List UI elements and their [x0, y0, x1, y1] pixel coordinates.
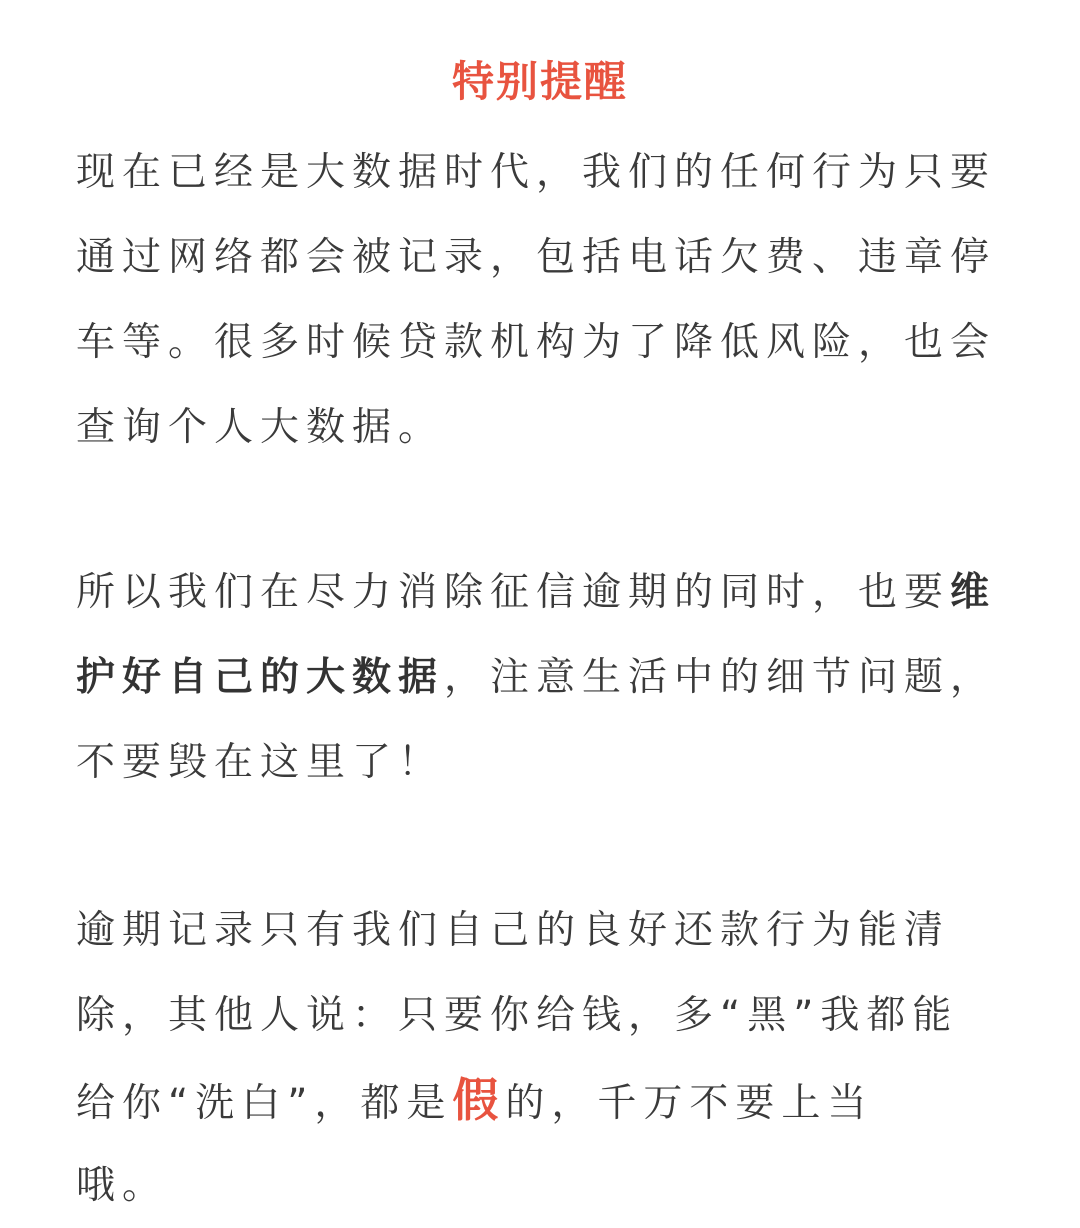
text-line: 车等。很多时候贷款机构为了降低风险，也会: [76, 320, 997, 365]
paragraph-big-data-era: [76, 130, 1004, 470]
text-line: 逾期记录只有我们自己的良好还款行为能清: [76, 908, 951, 953]
text-segment: 所以我们在尽力消除征信逾期的同时，也要: [76, 570, 951, 615]
text-segment: ，注意生活中的细节问题，: [444, 655, 997, 700]
text-line: 不要毁在这里了！: [76, 740, 445, 785]
paragraph-protect-data: [76, 550, 1004, 805]
text-line: [76, 635, 1004, 720]
text-line: 除，其他人说：只要你给钱，多“黑”我都能: [76, 993, 959, 1038]
text-line: 现在已经是大数据时代，我们的任何行为只要: [76, 150, 997, 195]
text-line: 查询个人大数据。: [76, 405, 445, 450]
text-segment: 给你“洗白”，都是: [76, 1081, 453, 1126]
bold-emphasis: 维: [950, 570, 997, 615]
red-emphasis: 假: [452, 1073, 506, 1127]
bold-emphasis: 护好自己的大数据: [76, 655, 445, 700]
paragraph-overdue-records: [76, 888, 1004, 1228]
page-title: 特别提醒: [451, 57, 628, 106]
text-line: [76, 550, 1004, 635]
text-line: 通过网络都会被记录，包括电话欠费、违章停: [76, 235, 997, 280]
text-line: [76, 1058, 1004, 1143]
text-segment: 的，千万不要上当: [505, 1081, 874, 1126]
text-line: 哦。: [76, 1163, 169, 1208]
